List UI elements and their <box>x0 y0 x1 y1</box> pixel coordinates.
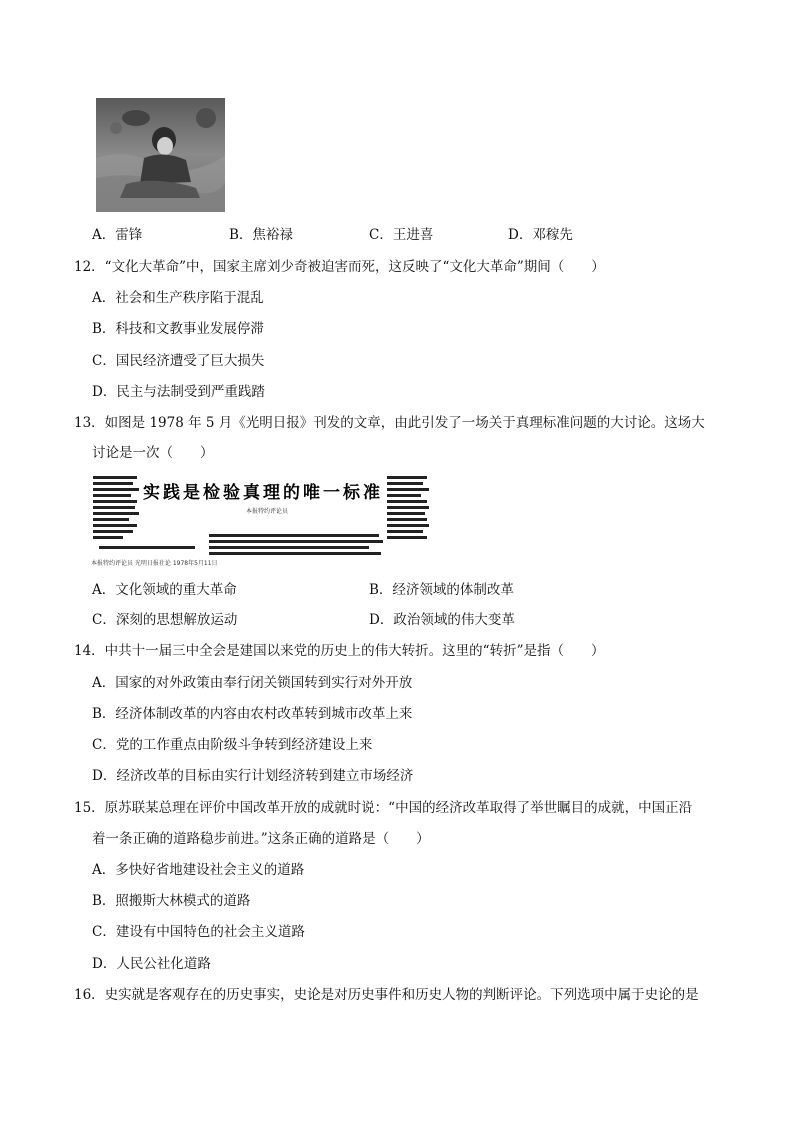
q15-option-a: A．多快好省地建设社会主义的道路 <box>92 862 305 878</box>
q12-option-d: D．民主与法制受到严重践踏 <box>92 384 265 400</box>
q15-stem-line1: 15．原苏联某总理在评价中国改革开放的成就时说：“中国的经济改革取得了举世瞩目的成就，中国正沿 <box>74 800 693 816</box>
q12-option-c: C．国民经济遭受了巨大损失 <box>92 353 265 369</box>
q11-option-d: D．邓稼先 <box>508 227 573 243</box>
newspaper-text-column-caption <box>99 546 199 552</box>
q15-option-c: C．建设有中国特色的社会主义道路 <box>92 924 305 940</box>
q14-option-c: C．党的工作重点由阶级斗争转到经济建设上来 <box>92 737 373 753</box>
q13-option-d: D．政治领域的伟大变革 <box>369 612 515 628</box>
q12-stem: 12．“文化大革命”中，国家主席刘少奇被迫害而死，这反映了“文化大革命”期间（ ） <box>74 259 605 275</box>
newspaper-text-column-left <box>93 476 139 542</box>
q13-newspaper-image <box>91 472 431 569</box>
q14-option-b: B．经济体制改革的内容由农村改革转到城市改革上来 <box>92 706 413 722</box>
q13-option-a: A．文化领域的重大革命 <box>92 582 237 598</box>
q11-option-c: C．王进喜 <box>369 227 434 243</box>
q15-option-b: B．照搬斯大林模式的道路 <box>92 893 251 909</box>
soldier-in-mud-image <box>96 98 225 212</box>
q16-stem: 16．史实就是客观存在的历史事实，史论是对历史事件和历史人物的判断评论。下列选项中属于史论的是 <box>74 987 699 1003</box>
newspaper-text-column-right <box>387 476 429 542</box>
newspaper-byline: 本报特约评论员 <box>246 508 289 515</box>
q11-option-b: B．焦裕禄 <box>229 227 293 243</box>
q13-option-c: C．深刻的思想解放运动 <box>92 612 238 628</box>
q14-option-d: D．经济改革的目标由实行计划经济转到建立市场经济 <box>92 768 414 784</box>
q13-stem-line2: 讨论是一次（ ） <box>92 445 214 461</box>
q14-option-a: A．国家的对外政策由奉行闭关锁国转到实行对外开放 <box>92 675 413 691</box>
newspaper-headline: 实践是检验真理的唯一标准 <box>143 483 383 503</box>
q12-option-b: B．科技和文教事业发展停滞 <box>92 321 264 337</box>
q13-option-b: B．经济领域的体制改革 <box>369 582 514 598</box>
question-11-photo <box>96 98 225 212</box>
newspaper-subnote: 本报特约评论员 光明日报社论 1978年5月11日 <box>91 560 218 567</box>
q15-stem-line2: 着一条正确的道路稳步前进。”这条正确的道路是（ ） <box>92 831 430 847</box>
q14-stem: 14．中共十一届三中全会是建国以来党的历史上的伟大转折。这里的“转折”是指（ ） <box>74 643 605 659</box>
q15-option-d: D．人民公社化道路 <box>92 956 211 972</box>
newspaper-text-column-body <box>209 534 383 558</box>
q11-option-a: A．雷锋 <box>92 227 143 243</box>
q12-option-a: A．社会和生产秩序陷于混乱 <box>92 290 264 306</box>
q13-stem-line1: 13．如图是 1978 年 5 月《光明日报》刊发的文章，由此引发了一场关于真理标准问题的大讨论。这场大 <box>74 415 705 431</box>
